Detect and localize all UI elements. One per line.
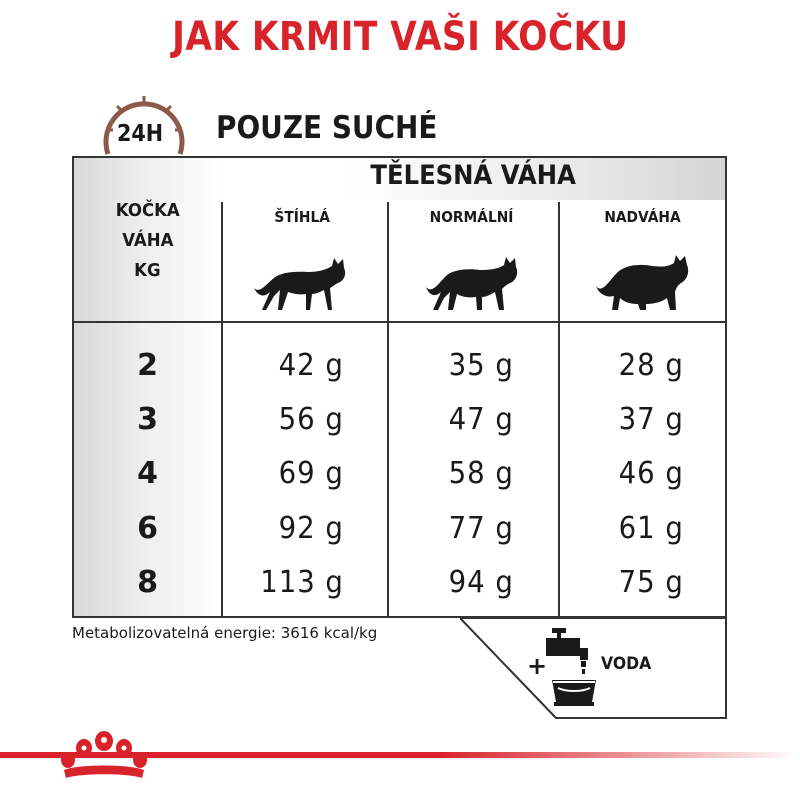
normal-cat-icon <box>424 254 522 312</box>
header-divider <box>74 321 725 323</box>
table-cell: 94 g <box>448 565 514 600</box>
column-header-overweight: NADVÁHA <box>603 208 681 226</box>
table-cell: 75 g <box>618 565 684 600</box>
column-header-slim: ŠTÍHLÁ <box>274 208 330 226</box>
table-cell: 28 g <box>618 348 684 383</box>
table-cell: 56 g <box>278 402 344 437</box>
weight-row-label: 8 <box>137 565 158 600</box>
weight-row-label: 4 <box>137 456 158 491</box>
table-cell: 46 g <box>618 456 684 491</box>
table-cell: 69 g <box>278 456 344 491</box>
energy-note: Metabolizovatelná energie: 3616 kcal/kg <box>72 624 378 642</box>
weight-row-label: 2 <box>137 348 158 383</box>
water-label: VODA <box>601 654 652 674</box>
table-cell: 35 g <box>448 348 514 383</box>
row-header-label: KOČKA VÁHA KG <box>115 200 180 281</box>
table-cell: 61 g <box>618 511 684 546</box>
feeding-badge-label: 24H <box>117 121 164 147</box>
table-cell: 113 g <box>260 565 344 600</box>
page-title: JAK KRMIT VAŠI KOČKU <box>171 14 629 60</box>
table-cell: 37 g <box>618 402 684 437</box>
group-header-label: TĚLESNÁ VÁHA <box>370 160 576 191</box>
table-cell: 42 g <box>278 348 344 383</box>
crown-logo-icon <box>58 728 150 780</box>
slim-cat-icon <box>252 254 350 312</box>
feeding-table <box>72 156 727 618</box>
feeding-type-subtitle: POUZE SUCHÉ <box>216 110 438 146</box>
table-cell: 92 g <box>278 511 344 546</box>
table-cell: 77 g <box>448 511 514 546</box>
table-cell: 58 g <box>448 456 514 491</box>
weight-row-label: 6 <box>137 511 158 546</box>
table-cell: 47 g <box>448 402 514 437</box>
column-header-normal: NORMÁLNÍ <box>430 208 514 226</box>
overweight-cat-icon <box>594 254 692 312</box>
plus-sign: + <box>527 652 548 680</box>
weight-row-label: 3 <box>137 402 158 437</box>
